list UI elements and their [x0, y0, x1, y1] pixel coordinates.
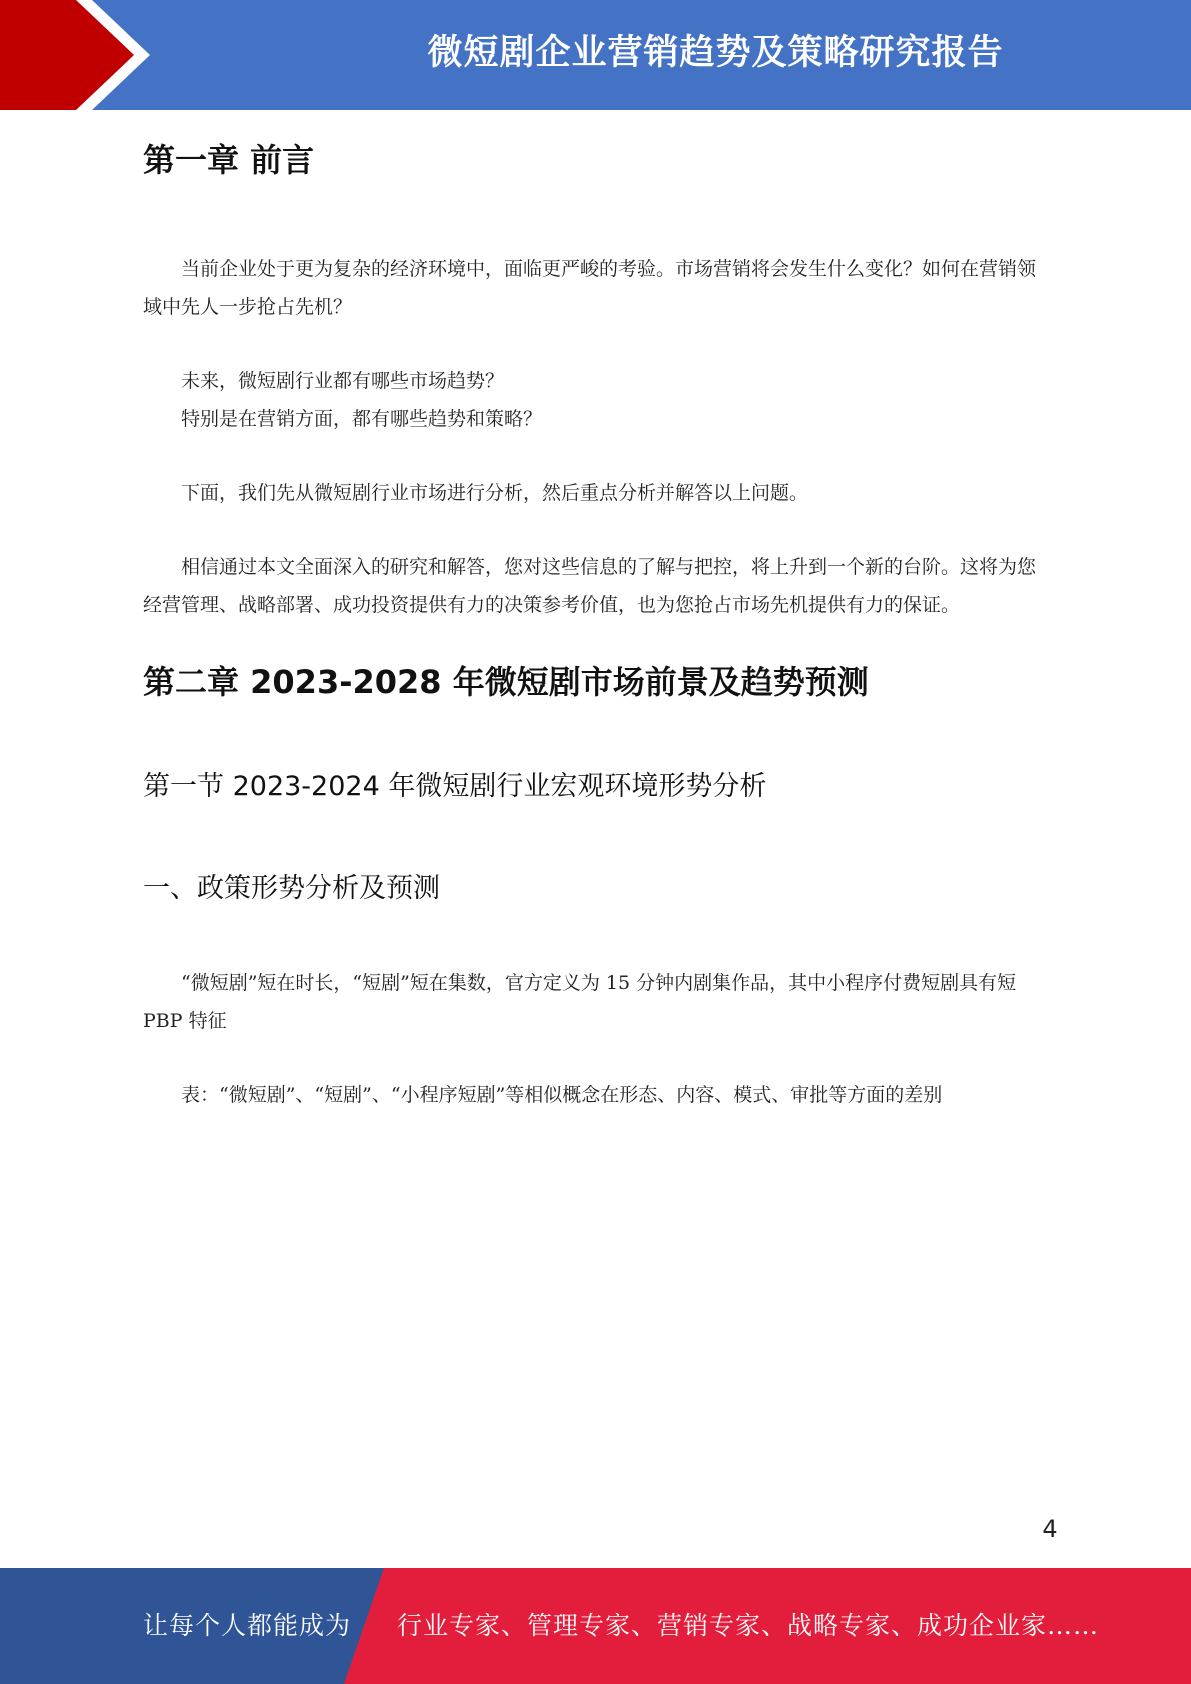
footer-slogan-right: 行业专家、管理专家、营销专家、战略专家、成功企业家……: [397, 1611, 1100, 1640]
table-caption: 表：“微短剧”、“短剧”、“小程序短剧”等相似概念在形态、内容、模式、审批等方面的差别: [181, 1084, 943, 1106]
section-1-heading: 第一节 2023-2024 年微短剧行业宏观环境形势分析: [143, 771, 767, 802]
chapter-1-paragraph-3: 下面，我们先从微短剧行业市场进行分析，然后重点分析并解答以上问题。: [181, 482, 809, 504]
page-header: [0, 0, 1191, 110]
page-content: [143, 130, 1048, 1114]
header-chevron-decoration: [0, 0, 240, 110]
report-title: 微短剧企业营销趋势及策略研究报告: [427, 33, 1004, 73]
page-number: 4: [1042, 1515, 1058, 1543]
page-footer: [0, 1568, 1191, 1684]
subsection-1-paragraph-1: “微短剧”短在时长，“短剧”短在集数，官方定义为 15 分钟内剧集作品，其中小程序付费短剧具有短 PBP 特征: [143, 972, 1017, 1032]
footer-slogan-left: 让每个人都能成为: [143, 1611, 352, 1640]
chapter-1-paragraph-4: 相信通过本文全面深入的研究和解答，您对这些信息的了解与把控，将上升到一个新的台阶。这将为您经营管理、战略部署、成功投资提供有力的决策参考价值，也为您抢占市场先机提供有力的保证。: [143, 556, 1037, 616]
chapter-1-question-1: 未来，微短剧行业都有哪些市场趋势？: [181, 370, 505, 392]
chapter-1-paragraph-1: 当前企业处于更为复杂的经济环境中，面临更严峻的考验。市场营销将会发生什么变化？如何在营销领域中先人一步抢占先机？: [143, 258, 1037, 318]
chapter-1-question-2: 特别是在营销方面，都有哪些趋势和策略？: [181, 408, 543, 430]
chapter-1-heading: 第一章 前言: [143, 141, 315, 179]
chapter-2-heading: 第二章 2023-2028 年微短剧市场前景及趋势预测: [143, 663, 869, 701]
subsection-1-heading: 一、政策形势分析及预测: [143, 873, 440, 904]
